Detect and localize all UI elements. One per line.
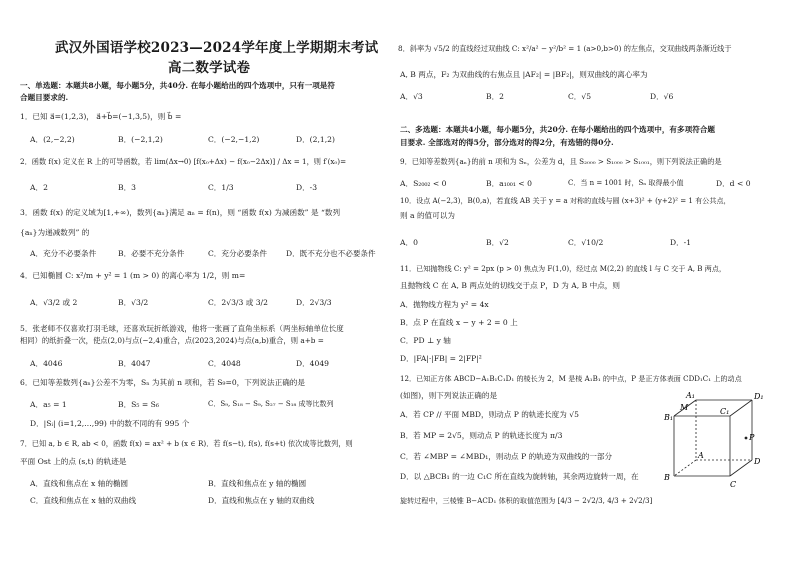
q12-option-b: B．若 MP = 2√5，则动点 P 的轨迹长度为 π/3 [400,431,563,440]
q7-stem: 7．已知 a, b ∈ R, ab < 0，函数 f(x) = ax² + b (x ∈ R)．若 f(s−t), f(s), f(s+t) 依次成等比数列，则 [20,439,353,448]
label-a: A [698,451,704,460]
section1-heading: 一、单选题：本题共8小题，每小题5分，共40分. 在每小题给出的四个选项中，只有一项是符 [20,81,335,90]
label-d: D [754,457,761,466]
q1-option-d: D．(2,1,2) [296,135,335,144]
q1-option-b: B．(−2,1,2) [118,135,163,144]
q10-option-a: A．0 [400,238,418,247]
q6-option-b: B．S₅ = S₆ [118,400,159,409]
label-c1: C₁ [720,407,730,416]
q2-option-c: C．1/3 [208,183,234,192]
q5-stem-cont: 相同）的纸折叠一次，使点(2,0)与点(−2,4)重合，点(2023,2024)与点(a,b)重合，则 a+b = [20,336,324,345]
q11-option-b: B．点 P 在直线 x − y + 2 = 0 上 [400,318,518,327]
q8-option-b: B．2 [486,92,505,101]
q4-option-d: D．2√3/3 [296,298,332,307]
q3-stem-cont: {aₙ}为递减数列” 的 [20,228,90,237]
label-b1: B₁ [664,413,674,422]
q2-option-a: A．2 [30,183,48,192]
exam-subtitle: 高二数学试卷 [168,60,251,76]
q3-option-c: C．充分必要条件 [208,249,267,258]
cube-figure [656,390,792,494]
q12-option-a: A．若 CP // 平面 MBD，则动点 P 的轨迹长度为 √5 [400,410,579,419]
q6-option-a: A．a₅ = 1 [30,400,67,409]
q4-option-a: A．√3/2 或 2 [30,298,78,307]
label-m: M [680,403,689,412]
label-c: C [730,480,737,489]
q2-option-d: D．-3 [296,183,318,192]
q8-option-c: C．√5 [568,92,592,101]
q7-option-c: C．直线和焦点在 x 轴的双曲线 [30,496,137,505]
q11-stem: 11．已知抛物线 C: y² = 2px (p > 0) 焦点为 F(1,0)，经过点 M(2,2) 的直线 l 与 C 交于 A, B 两点， [400,264,726,273]
q3-stem: 3．函数 f(x) 的定义域为[1,+∞)，数列{aₙ}满足 aₙ = f(n)，则 “函数 f(x) 为减函数” 是 “数列 [20,208,341,217]
q8-stem: 8．斜率为 √5/2 的直线经过双曲线 C: x²/a² − y²/b² = 1 (a>0,b>0) 的左焦点，交双曲线两条渐近线于 [398,44,732,53]
q5-option-b: B．4047 [118,359,151,368]
q8-option-a: A．√3 [400,92,423,101]
q6-option-d: D．|Sᵢ| (i=1,2,…,99) 中的数不同的有 995 个 [30,419,190,428]
label-p: P [749,433,755,442]
q7-option-a: A．直线和焦点在 x 轴的椭圆 [30,479,129,488]
q10-option-b: B．√2 [486,238,509,247]
q11-option-a: A．抛物线方程为 y² = 4x [400,300,489,309]
q4-option-c: C．2√3/3 或 3/2 [208,298,268,307]
section2-heading: 二、多选题：本题共4小题，每小题5分，共20分. 在每小题给出的四个选项中，有多项符合题 [400,125,715,134]
q9-option-d: D．d < 0 [716,179,751,188]
q10-stem: 10．设点 A(−2,3)，B(0,a)，若直线 AB 关于 y = a 对称的直线与圆 (x+3)² + (y+2)² = 1 有公共点， [400,196,731,205]
q10-option-d: D．-1 [670,238,692,247]
q9-option-b: B．a₁₀₀₁ < 0 [486,179,532,188]
q5-stem: 5．张老师不仅喜欢打羽毛球，还喜欢玩折纸游戏，他将一张画了直角坐标系（两坐标轴单位长度 [20,324,344,333]
q1-option-a: A．(2,−2,2) [30,135,75,144]
q4-option-b: B．√3/2 [118,298,149,307]
q3-option-a: A．充分不必要条件 [30,249,97,258]
label-b: B [664,473,670,482]
q1-option-c: C．(−2,−1,2) [208,135,260,144]
q6-option-c: C．S₉, S₁₈ − S₉, S₂₇ − S₁₈ 成等比数列 [208,400,334,408]
q11-stem-cont: 且抛物线 C 在 A, B 两点处的切线交于点 P，D 为 A, B 中点，则 [400,281,620,290]
q3-option-b: B．必要不充分条件 [118,249,185,258]
point-p [745,437,748,440]
q5-option-c: C．4048 [208,359,241,368]
q5-option-d: D．4049 [296,359,330,368]
q9-option-a: A．S₂₀₀₂ < 0 [400,179,447,188]
q4-stem: 4．已知椭圆 C: x²/m + y² = 1 (m > 0) 的离心率为 1/2，则 m= [20,271,246,280]
q7-option-b: B．直线和焦点在 y 轴的椭圆 [208,479,307,488]
q10-stem-cont: 则 a 的值可以为 [400,211,455,220]
q7-option-d: D．直线和焦点在 y 轴的双曲线 [208,496,315,505]
section1-heading-cont: 合题目要求的. [20,93,69,102]
q5-option-a: A．4046 [30,359,63,368]
q2-stem: 2．函数 f(x) 定义在 R 上的可导函数，若 lim(Δx→0) [f(x₀+Δx) − f(x₀−2Δx)] / Δx = 1，则 f′(x₀)= [20,157,347,166]
q12-stem-cont: (如图)，则下列说法正确的是 [400,391,498,400]
q11-option-c: C．PD ⊥ y 轴 [400,336,451,345]
q10-option-c: C．√10/2 [568,238,604,247]
q9-stem: 9．已知等差数列{aₙ}的前 n 项和为 Sₙ，公差为 d，且 S₂₀₀₀ > S₁₀₀₀ > S₁₀₀₁，则下列说法正确的是 [400,157,722,166]
section2-heading-cont: 目要求. 全部选对的得5分，部分选对的得2分，有选错的得0分. [400,138,614,147]
q2-option-b: B．3 [118,183,137,192]
label-a1: A₁ [686,391,695,400]
q12-option-c: C．若 ∠MBP = ∠MBD₁，则动点 P 的轨迹为双曲线的一部分 [400,452,613,461]
q12-stem: 12．已知正方体 ABCD−A₁B₁C₁D₁ 的棱长为 2，M 是棱 A₁B₁ 的中点，P 是正方体表面 CDD₁C₁ 上的动点 [400,374,742,383]
q12-option-d: D．以 △BCB₁ 的一边 C₁C 所在直线为旋转轴，其余两边旋转一周，在 [400,472,639,481]
label-d1: D₁ [754,392,764,401]
q11-option-d: D．|FA|·|FB| = 2|FP|² [400,354,482,363]
exam-title: 武汉外国语学校2023—2024学年度上学期期末考试 [55,40,379,56]
q1-stem: 1．已知 a⃗=(1,2,3)， a⃗+b⃗=(−1,3,5)，则 b⃗ = [20,112,182,121]
q9-option-c: C．当 n = 1001 时，Sₙ 取得最小值 [568,179,684,187]
q6-stem: 6．已知等差数列{aₙ}公差不为零，Sₙ 为其前 n 项和，若 S₉=0，下列说法正确的是 [20,378,305,387]
q7-stem-cont: 平面 Ost 上的点 (s,t) 的轨迹是 [20,457,127,466]
q3-option-d: D．既不充分也不必要条件 [286,249,376,258]
q8-stem-cont: A, B 两点，F₂ 为双曲线的右焦点且 |AF₂| = |BF₂|，则双曲线的离心率为 [400,70,648,79]
q12-option-d-cont: 旋转过程中，三棱锥 B−ACD₁ 体积的取值范围为 [4/3 − 2√2/3, 4/3 + 2√2/3] [400,496,653,505]
q8-option-d: D．√6 [650,92,674,101]
